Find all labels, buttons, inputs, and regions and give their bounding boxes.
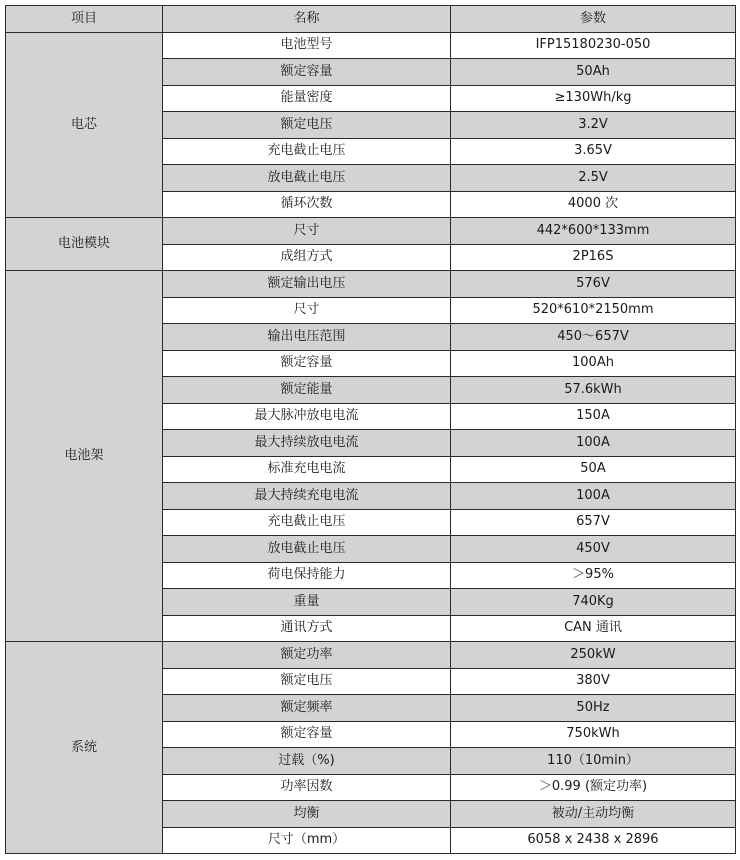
table-row (6, 642, 736, 669)
table-row (6, 218, 736, 245)
param-name: 最大持续放电电流 (163, 430, 451, 457)
param-name: 功率因数 (163, 774, 451, 801)
param-value: ＞0.99 (额定功率) (451, 774, 736, 801)
param-name: 放电截止电压 (163, 536, 451, 563)
param-value: ≥130Wh/kg (451, 85, 736, 112)
param-value: 450～657V (451, 324, 736, 351)
param-value: ＞95% (451, 562, 736, 589)
param-name: 尺寸 (163, 297, 451, 324)
param-value: 2P16S (451, 244, 736, 271)
param-value: 250kW (451, 642, 736, 669)
spec-table (5, 5, 736, 854)
param-name: 输出电压范围 (163, 324, 451, 351)
param-name: 成组方式 (163, 244, 451, 271)
param-name: 过载（%) (163, 748, 451, 775)
param-name: 能量密度 (163, 85, 451, 112)
param-value: 被动/主动均衡 (451, 801, 736, 828)
header-param: 参数 (451, 6, 736, 33)
table-row (6, 32, 736, 59)
group-label: 系统 (6, 642, 163, 854)
param-value: 50Hz (451, 695, 736, 722)
param-name: 放电截止电压 (163, 165, 451, 192)
param-value: 576V (451, 271, 736, 298)
spec-table-body (6, 6, 736, 854)
param-value: 740Kg (451, 589, 736, 616)
param-name: 通讯方式 (163, 615, 451, 642)
param-value: 2.5V (451, 165, 736, 192)
param-value: 3.65V (451, 138, 736, 165)
param-name: 均衡 (163, 801, 451, 828)
param-name: 充电截止电压 (163, 509, 451, 536)
param-name: 额定容量 (163, 59, 451, 86)
group-label: 电池架 (6, 271, 163, 642)
param-name: 额定电压 (163, 668, 451, 695)
group-label: 电池模块 (6, 218, 163, 271)
param-value: 657V (451, 509, 736, 536)
param-name: 额定容量 (163, 350, 451, 377)
param-value: 750kWh (451, 721, 736, 748)
param-name: 额定电压 (163, 112, 451, 139)
param-value: 6058 x 2438 x 2896 (451, 827, 736, 854)
param-value: 4000 次 (451, 191, 736, 218)
param-value: IFP15180230-050 (451, 32, 736, 59)
param-value: 450V (451, 536, 736, 563)
group-label: 电芯 (6, 32, 163, 218)
param-name: 荷电保持能力 (163, 562, 451, 589)
param-name: 标准充电电流 (163, 456, 451, 483)
param-value: 57.6kWh (451, 377, 736, 404)
param-value: 100Ah (451, 350, 736, 377)
param-value: CAN 通讯 (451, 615, 736, 642)
header-row (6, 6, 736, 33)
header-item: 项目 (6, 6, 163, 33)
param-value: 3.2V (451, 112, 736, 139)
param-value: 442*600*133mm (451, 218, 736, 245)
param-name: 最大脉冲放电电流 (163, 403, 451, 430)
param-name: 额定频率 (163, 695, 451, 722)
param-value: 50Ah (451, 59, 736, 86)
param-value: 50A (451, 456, 736, 483)
param-name: 电池型号 (163, 32, 451, 59)
param-name: 额定输出电压 (163, 271, 451, 298)
param-value: 380V (451, 668, 736, 695)
param-name: 额定功率 (163, 642, 451, 669)
param-name: 尺寸 (163, 218, 451, 245)
param-name: 尺寸（mm） (163, 827, 451, 854)
param-value: 520*610*2150mm (451, 297, 736, 324)
param-value: 100A (451, 430, 736, 457)
header-name: 名称 (163, 6, 451, 33)
param-value: 110（10min） (451, 748, 736, 775)
param-name: 额定能量 (163, 377, 451, 404)
param-name: 循环次数 (163, 191, 451, 218)
param-name: 充电截止电压 (163, 138, 451, 165)
param-name: 额定容量 (163, 721, 451, 748)
param-value: 150A (451, 403, 736, 430)
param-name: 重量 (163, 589, 451, 616)
table-row (6, 271, 736, 298)
param-name: 最大持续充电电流 (163, 483, 451, 510)
param-value: 100A (451, 483, 736, 510)
